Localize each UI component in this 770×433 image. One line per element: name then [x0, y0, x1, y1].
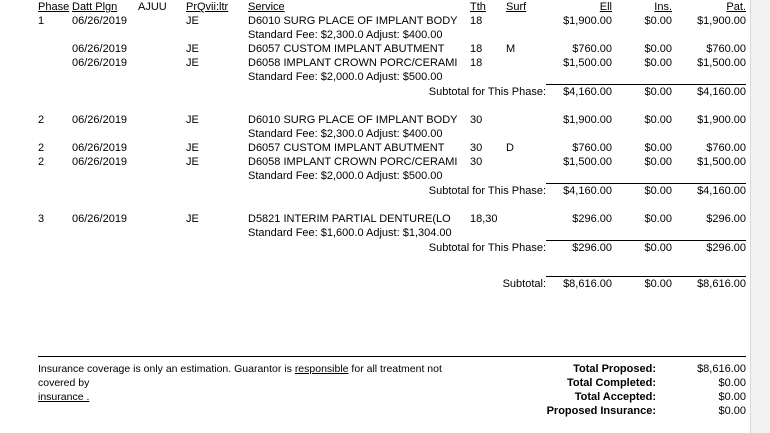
- cell-phase: 2: [38, 142, 45, 154]
- cell-ajuu: [138, 212, 186, 226]
- table-row[interactable]: [38, 141, 746, 155]
- total-accepted-value: $0.00: [718, 391, 746, 403]
- insurance-disclaimer: [38, 362, 468, 418]
- cell-phase: [38, 56, 72, 70]
- column-header-ins: Ins.: [654, 1, 672, 13]
- phase-subtotal-ins: $0.00: [644, 242, 672, 254]
- cell-tth: 30: [470, 114, 483, 126]
- column-header-date: Datt Plgn: [72, 1, 118, 13]
- grand-subtotal-ell: $8,616.00: [563, 277, 612, 290]
- cell-service: D6057 CUSTOM IMPLANT ABUTMENT: [248, 43, 445, 55]
- cell-ajuu: [138, 56, 186, 70]
- cell-pat: $1,900.00: [697, 114, 746, 126]
- spacer-row: [38, 269, 746, 276]
- total-row-accepted: [486, 390, 746, 404]
- column-header-provider: PrQvii:ltr: [186, 1, 229, 13]
- page-right-margin: [750, 0, 770, 433]
- cell-ajuu: [138, 14, 186, 28]
- phase-subtotal-label: Subtotal for This Phase:: [428, 86, 546, 98]
- cell-provider: JE: [186, 114, 199, 126]
- table-row[interactable]: [38, 212, 746, 226]
- table-header: [38, 0, 746, 14]
- cell-date: 06/26/2019: [72, 57, 128, 69]
- total-completed-label: Total Completed:: [566, 377, 656, 389]
- grand-subtotal-ins: $0.00: [644, 277, 672, 290]
- cell-ins: $0.00: [644, 57, 672, 69]
- cell-date: 06/26/2019: [72, 156, 128, 168]
- cell-pat: $1,900.00: [697, 15, 746, 27]
- spacer-row: [38, 99, 746, 113]
- cell-ell: $1,900.00: [563, 114, 612, 126]
- phase-subtotal-row: [38, 241, 746, 255]
- total-row-proposed: [486, 362, 746, 376]
- cell-ins: $0.00: [644, 114, 672, 126]
- total-proposed-label: Total Proposed:: [573, 363, 656, 375]
- total-accepted-label: Total Accepted:: [574, 391, 656, 403]
- phase-subtotal-pat: $296.00: [706, 242, 746, 254]
- column-header-phase: Phase: [38, 1, 70, 13]
- cell-note: Standard Fee: $2,300.0 Adjust: $400.00: [248, 29, 443, 41]
- cell-ell: $1,900.00: [563, 15, 612, 27]
- grand-subtotal-pat: $8,616.00: [697, 277, 746, 290]
- table-row[interactable]: [38, 155, 746, 169]
- cell-ajuu: [138, 155, 186, 169]
- column-header-surf: Surf: [506, 1, 527, 13]
- spacer-row: [38, 198, 746, 212]
- disclaimer-text-part2: for all treatment not covered by: [38, 363, 442, 389]
- cell-tth: 18,30: [470, 213, 498, 225]
- cell-provider: JE: [186, 15, 199, 27]
- cell-ajuu: [138, 42, 186, 56]
- table-header-row: [38, 0, 746, 14]
- table-body: [38, 14, 746, 291]
- spacer-row: [38, 255, 746, 269]
- table-note-row: [38, 169, 746, 184]
- table-row[interactable]: [38, 113, 746, 127]
- cell-phase: 3: [38, 213, 45, 225]
- disclaimer-underlined-word: responsible: [294, 363, 349, 375]
- treatment-plan-table: [38, 0, 746, 291]
- cell-ajuu: [138, 113, 186, 127]
- cell-pat: $760.00: [706, 142, 746, 154]
- cell-date: 06/26/2019: [72, 142, 128, 154]
- cell-ins: $0.00: [644, 213, 672, 225]
- cell-tth: 18: [470, 15, 483, 27]
- phase-subtotal-label: Subtotal for This Phase:: [428, 242, 546, 254]
- cell-note: Standard Fee: $1,600.0 Adjust: $1,304.00: [248, 227, 452, 239]
- cell-ajuu: [138, 141, 186, 155]
- cell-surf: M: [506, 43, 516, 55]
- grand-subtotal-row: [38, 277, 746, 291]
- cell-surf: [506, 212, 546, 226]
- total-proposed-value: $8,616.00: [697, 363, 746, 375]
- phase-subtotal-pat: $4,160.00: [697, 86, 746, 98]
- phase-subtotal-ins: $0.00: [644, 185, 672, 197]
- table-row[interactable]: [38, 42, 746, 56]
- cell-provider: JE: [186, 57, 199, 69]
- cell-pat: $1,500.00: [697, 57, 746, 69]
- column-header-pat: Pat.: [726, 1, 746, 13]
- cell-tth: 30: [470, 142, 483, 154]
- cell-date: 06/26/2019: [72, 114, 128, 126]
- cell-service: D6057 CUSTOM IMPLANT ABUTMENT: [248, 142, 445, 154]
- cell-ins: $0.00: [644, 156, 672, 168]
- phase-subtotal-ell: $4,160.00: [563, 86, 612, 98]
- cell-service: D5821 INTERIM PARTIAL DENTURE(LO: [248, 213, 451, 225]
- cell-surf: D: [506, 142, 514, 154]
- cell-date: 06/26/2019: [72, 15, 128, 27]
- cell-pat: $1,500.00: [697, 156, 746, 168]
- column-header-ell: Ell: [599, 1, 612, 13]
- cell-ell: $1,500.00: [563, 156, 612, 168]
- cell-date: 06/26/2019: [72, 43, 128, 55]
- cell-provider: JE: [186, 213, 199, 225]
- cell-pat: $760.00: [706, 43, 746, 55]
- cell-service: D6058 IMPLANT CROWN PORC/CERAMI: [248, 57, 458, 69]
- disclaimer-line2: insurance .: [38, 391, 90, 403]
- cell-tth: 18: [470, 43, 483, 55]
- cell-service: D6010 SURG PLACE OF IMPLANT BODY: [248, 15, 458, 27]
- grand-subtotal-label: Subtotal:: [502, 277, 546, 290]
- cell-surf: [506, 155, 546, 169]
- totals-panel: [486, 362, 746, 418]
- total-completed-value: $0.00: [718, 377, 746, 389]
- cell-service: D6058 IMPLANT CROWN PORC/CERAMI: [248, 156, 458, 168]
- cell-phase: 2: [38, 156, 45, 168]
- cell-provider: JE: [186, 43, 199, 55]
- column-header-service: Service: [248, 1, 285, 13]
- table-note-row: [38, 28, 746, 42]
- total-row-proposed-insurance: [486, 404, 746, 418]
- cell-surf: [506, 14, 546, 28]
- cell-surf: [506, 56, 546, 70]
- cell-date: 06/26/2019: [72, 213, 128, 225]
- cell-ins: $0.00: [644, 15, 672, 27]
- column-header-ajuu: AJUU: [138, 1, 167, 13]
- phase-subtotal-ell: $296.00: [572, 242, 612, 254]
- cell-service: D6010 SURG PLACE OF IMPLANT BODY: [248, 114, 458, 126]
- phase-subtotal-ins: $0.00: [644, 86, 672, 98]
- proposed-insurance-value: $0.00: [718, 405, 746, 417]
- table-note-row: [38, 127, 746, 141]
- table-note-row: [38, 226, 746, 241]
- cell-provider: JE: [186, 156, 199, 168]
- phase-subtotal-ell: $4,160.00: [563, 185, 612, 197]
- cell-phase: 2: [38, 114, 45, 126]
- cell-tth: 30: [470, 156, 483, 168]
- cell-phase: [38, 42, 72, 56]
- phase-subtotal-pat: $4,160.00: [697, 185, 746, 197]
- cell-ell: $760.00: [572, 142, 612, 154]
- table-row[interactable]: [38, 14, 746, 28]
- cell-provider: JE: [186, 142, 199, 154]
- cell-ell: $760.00: [572, 43, 612, 55]
- phase-subtotal-label: Subtotal for This Phase:: [428, 185, 546, 197]
- cell-ell: $1,500.00: [563, 57, 612, 69]
- cell-ell: $296.00: [572, 213, 612, 225]
- cell-tth: 18: [470, 57, 483, 69]
- cell-note: Standard Fee: $2,300.0 Adjust: $400.00: [248, 128, 443, 140]
- proposed-insurance-label: Proposed Insurance:: [546, 405, 656, 417]
- cell-ins: $0.00: [644, 43, 672, 55]
- cell-pat: $296.00: [706, 213, 746, 225]
- table-row[interactable]: [38, 56, 746, 70]
- disclaimer-text-part1: Insurance coverage is only an estimation. Guarantor is: [38, 363, 295, 375]
- phase-subtotal-row: [38, 85, 746, 99]
- document-footer: [38, 356, 746, 418]
- total-row-completed: [486, 376, 746, 390]
- cell-surf: [506, 113, 546, 127]
- cell-note: Standard Fee: $2,000.0 Adjust: $500.00: [248, 170, 443, 182]
- phase-subtotal-row: [38, 184, 746, 198]
- table-note-row: [38, 70, 746, 85]
- cell-note: Standard Fee: $2,000.0 Adjust: $500.00: [248, 71, 443, 83]
- cell-phase: 1: [38, 15, 45, 27]
- cell-ins: $0.00: [644, 142, 672, 154]
- column-header-tth: Tth: [470, 1, 486, 13]
